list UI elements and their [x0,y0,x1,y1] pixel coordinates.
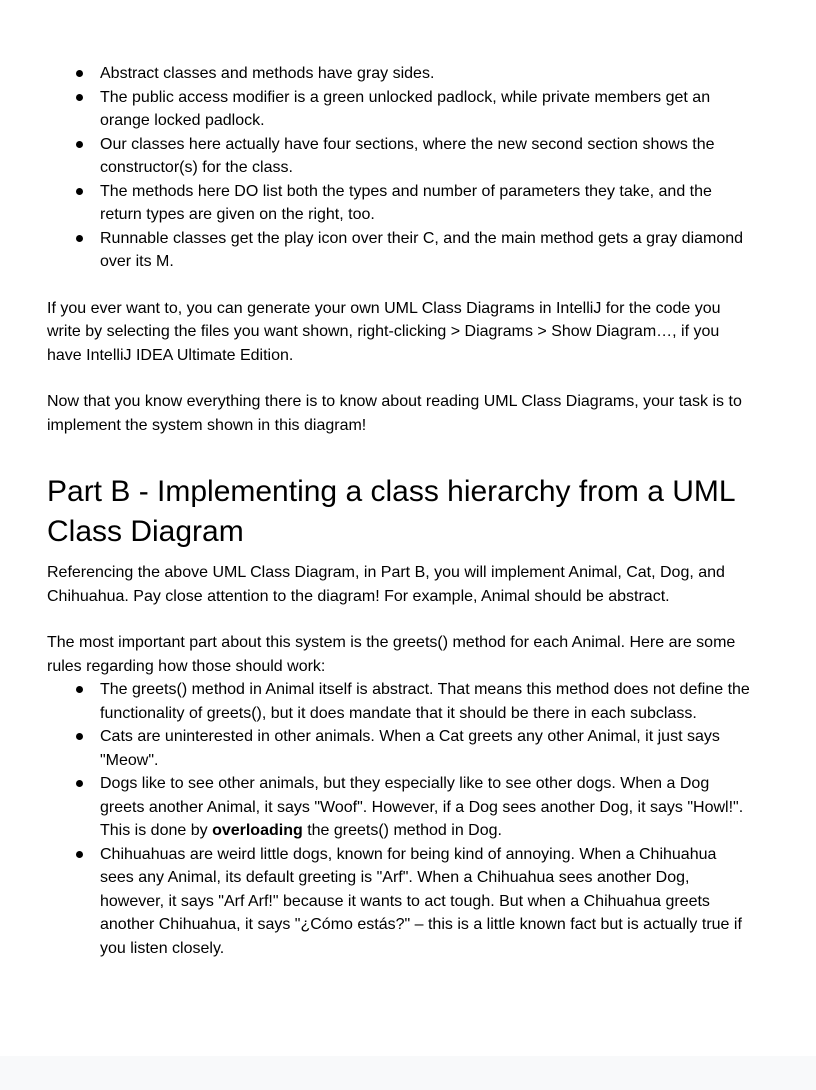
list-item: Our classes here actually have four sections, where the new second section shows the constructor(s) for the class. [100,133,750,180]
section-heading: Part B - Implementing a class hierarchy from a UML Class Diagram [47,475,735,548]
list-item: Chihuahuas are weird little dogs, known for being kind of annoying. When a Chihuahua sees any Animal, its default greeting is "Arf". When a Chihuahua sees another Dog, however, it says "Arf Arf!" because it wants to act tough. But when a Chihuahua greets another Chihuahua, it says "¿Cómo estás?" – this is a little known fact but is actually true if you listen closely. [100,843,750,961]
greets-rules-list [47,678,750,960]
part-b-intro-paragraph: Referencing the above UML Class Diagram, in Part B, you will implement Animal, Cat, Dog, and Chihuahua. Pay close attention to the diagram! For example, Animal should be abstract. [47,564,725,605]
dogs-rule-text: Dogs like to see other animals, but they especially like to see other dogs. When a Dog greets another Animal, it says "Woof". However, if a Dog sees another Dog, it says "Howl!". This is done by [100,775,744,839]
list-item: The methods here DO list both the types and number of parameters they take, and the return types are given on the right, too. [100,180,750,227]
list-item: The greets() method in Animal itself is abstract. That means this method does not define the functionality of greets(), but it does mandate that it should be there in each subclass. [100,678,750,725]
task-paragraph: Now that you know everything there is to know about reading UML Class Diagrams, your task is to implement the system shown in this diagram! [47,393,742,434]
uml-legend-list [47,62,750,274]
page-gap [0,1056,816,1090]
intellij-paragraph: If you ever want to, you can generate your own UML Class Diagrams in IntelliJ for the code you write by selecting the files you want shown, right-clicking > Diagrams > Show Diagram…, if you have IntelliJ IDEA Ultimate Edition. [47,299,721,364]
list-item: Runnable classes get the play icon over their C, and the main method gets a gray diamond over its M. [100,227,750,274]
dogs-rule-text-end: the greets() method in Dog. [302,822,502,839]
list-item: Cats are uninterested in other animals. When a Cat greets any other Animal, it just says "Meow". [100,725,750,772]
list-item [100,772,750,843]
greets-intro-paragraph: The most important part about this system is the greets() method for each Animal. Here are some rules regarding how those should work: [47,634,736,675]
overloading-emphasis: overloading [212,822,303,839]
list-item: The public access modifier is a green unlocked padlock, while private members get an orange locked padlock. [100,86,750,133]
list-item: Abstract classes and methods have gray sides. [100,62,750,86]
